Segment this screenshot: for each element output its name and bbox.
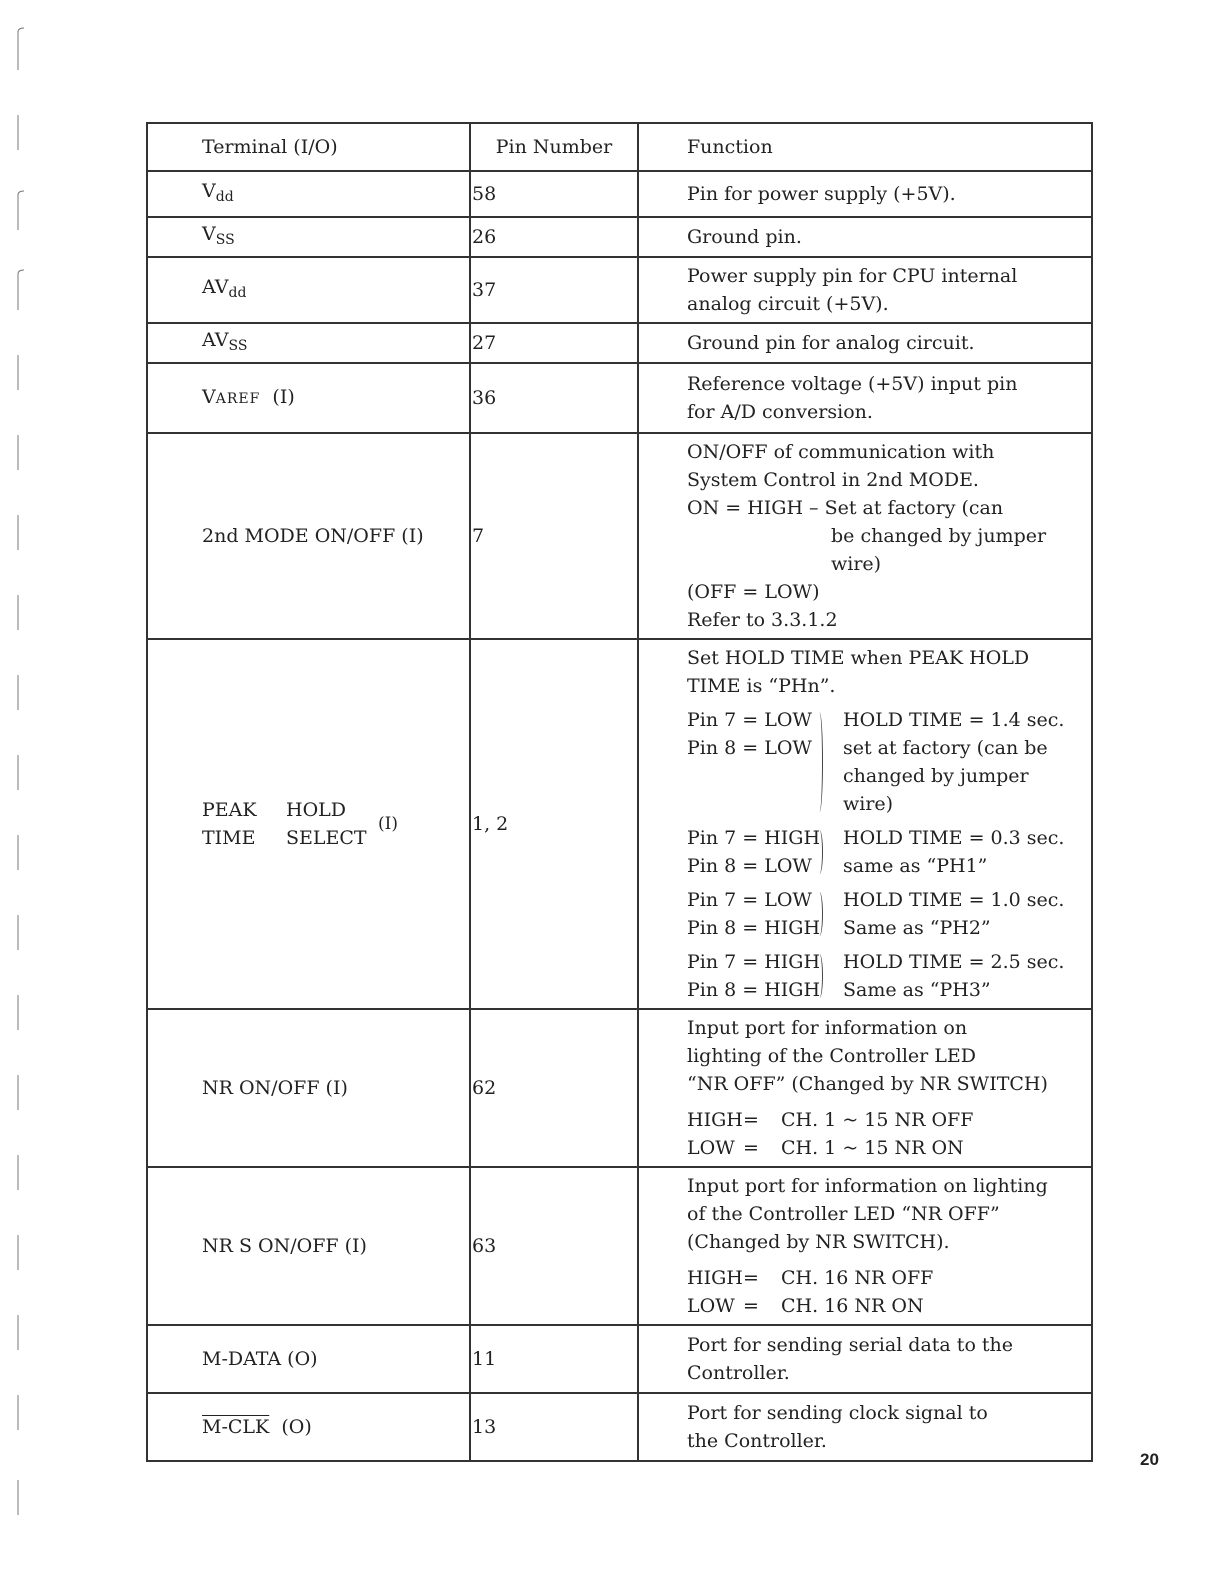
pin-combination: Pin 7 = LOW Pin 8 = LOW HOLD TIME = 1.4 sec. set at factory (can be changed by jumper wire) [687,706,1083,818]
terminal-cell: $AV_{SS}$ [147,323,470,363]
pin-cell: 1, 2 [470,639,638,1009]
terminal-cell: $V_{SS}$ [147,217,470,257]
terminal-cell: $V_{dd}$ [147,171,470,217]
pin-combination: Pin 7 = LOW Pin 8 = HIGH HOLD TIME = 1.0 sec. Same as “PH2” [687,886,1083,942]
pin-cell: 26 [470,217,638,257]
function-cell: Pin for power supply (+5V). [638,171,1092,217]
table-row [147,363,1092,433]
header-function: Function [638,123,1092,171]
function-cell: Port for sending clock signal to the Controller. [638,1393,1092,1461]
function-cell: Input port for information on lighting of the Controller LED “NR OFF” (Changed by NR SWITCH). HIGH = CH. 16 NR OFF LOW = CH. 16 NR ON [638,1167,1092,1325]
table-row [147,257,1092,323]
pin-cell: 36 [470,363,638,433]
table-header-row [147,123,1092,171]
table-row [147,1009,1092,1167]
pin-cell: 27 [470,323,638,363]
header-pin-number: Pin Number [470,123,638,171]
table-row [147,171,1092,217]
table-row [147,1167,1092,1325]
pin-cell: 58 [470,171,638,217]
pin-cell: 13 [470,1393,638,1461]
header-terminal: Terminal (I/O) [147,123,470,171]
function-cell: Ground pin for analog circuit. [638,323,1092,363]
table-row [147,639,1092,1009]
terminal-cell: NR S ON/OFF (I) [147,1167,470,1325]
pin-combination: Pin 7 = HIGH Pin 8 = LOW HOLD TIME = 0.3 sec. same as “PH1” [687,824,1083,880]
binding-margin-marks [0,0,40,1584]
terminal-cell: $AV_{dd}$ [147,257,470,323]
function-cell: Power supply pin for CPU internal analog circuit (+5V). [638,257,1092,323]
function-cell: Set HOLD TIME when PEAK HOLD TIME is “PHn”. Pin 7 = LOW Pin 8 = LOW HOLD TIME = 1.4 sec. set at factory (can be changed by jumper wire) Pin 7 = HIGH Pin 8 = LOW HOLD TIME = 0.3 sec. same as “PH1” Pin 7 = LOW Pin 8 = HIGH HOLD TIME = 1.0 sec. Same as “PH2” Pin 7 = HIGH Pin 8 = HIGH HOLD TIME = 2.5 sec. Same as “PH3” [638,639,1092,1009]
function-cell: ON/OFF of communication with System Control in 2nd MODE. ON = HIGH – Set at factory (can be changed by jumper wire) (OFF = LOW) Refer to 3.3.1.2 [638,433,1092,639]
function-cell: Ground pin. [638,217,1092,257]
table-row [147,323,1092,363]
pin-cell: 63 [470,1167,638,1325]
table-row [147,433,1092,639]
pin-cell: 11 [470,1325,638,1393]
table-row [147,217,1092,257]
terminal-cell: M-CLK (O) [147,1393,470,1461]
terminal-cell: NR ON/OFF (I) [147,1009,470,1167]
pin-combination: Pin 7 = HIGH Pin 8 = HIGH HOLD TIME = 2.5 sec. Same as “PH3” [687,948,1083,1004]
pin-cell: 7 [470,433,638,639]
terminal-cell: VAREF (I) [147,363,470,433]
function-cell: Input port for information on lighting of the Controller LED “NR OFF” (Changed by NR SWITCH) HIGH = CH. 1 ~ 15 NR OFF LOW = CH. 1 ~ 15 NR ON [638,1009,1092,1167]
terminal-cell: M-DATA (O) [147,1325,470,1393]
function-cell: Reference voltage (+5V) input pin for A/D conversion. [638,363,1092,433]
pin-cell: 62 [470,1009,638,1167]
pin-function-table [146,122,1093,1462]
pin-cell: 37 [470,257,638,323]
terminal-cell: 2nd MODE ON/OFF (I) [147,433,470,639]
table-row [147,1393,1092,1461]
page-number: 20 [1140,1450,1159,1469]
table-row [147,1325,1092,1393]
terminal-cell: PEAK HOLD TIME SELECT (I) [147,639,470,1009]
function-cell: Port for sending serial data to the Controller. [638,1325,1092,1393]
